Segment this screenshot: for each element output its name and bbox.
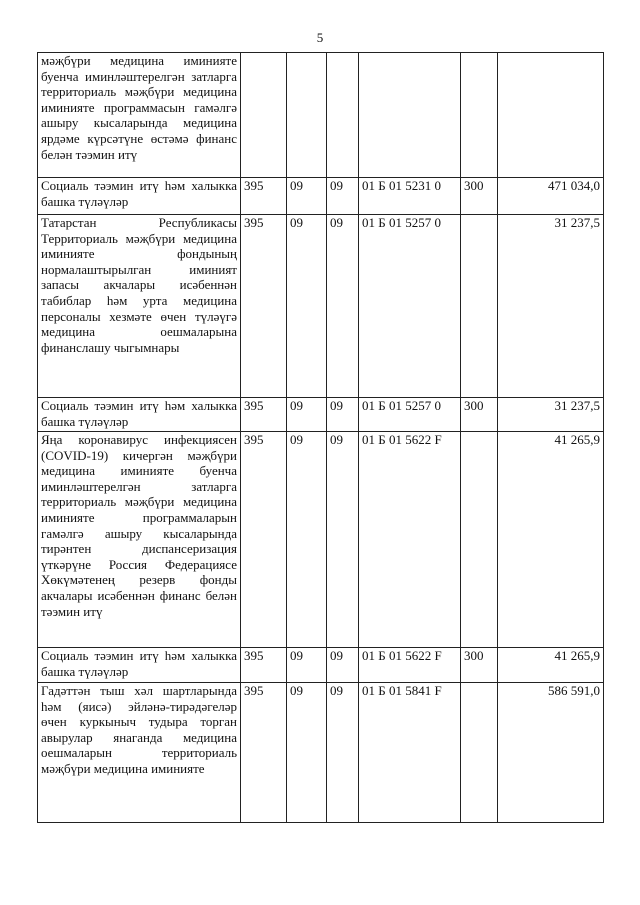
row-name: Социаль тәэмин итү һәм халыкка башка түләүләр [38,648,241,683]
row-gov-code: 395 [241,432,287,648]
table-row [38,53,604,178]
row-name: Яңа коронавирус инфекциясен (COVID-19) кичергән мәҗбүри медицина иминияте буенча иминләштерелгән затларга территориаль мәҗбүри медицина иминияте программаларын гамәлгә ашыру кысаларында тирәнтен диспансеризация үткәрүне Россия Федерациясе Хөкүмәтенең резерв фонды акчалары исәбеннән финанс белән тәэмин итү [38,432,241,648]
row-target-code: 01 Б 01 5257 0 [359,398,461,432]
row-expense-type: 300 [461,178,498,215]
row-expense-type [461,432,498,648]
row-gov-code [241,53,287,178]
row-name: мәҗбүри медицина иминияте буенча иминләштерелгән затларга территориаль мәҗбүри медицина иминияте программасын гамәлгә ашыру кысаларында медицина ярдәме күрсәтүне өстәмә финанс белән тәэмин итү [38,53,241,178]
row-target-code [359,53,461,178]
row-subsection-code [327,53,359,178]
table-row [38,398,604,432]
row-name: Гадәттән тыш хәл шартларында һәм (яисә) эйләнә-тирәдәгеләр өчен куркыныч тудыра торган авырулар янаганда медицина оешмаларын территориаль мәҗбүри медицина иминияте [38,683,241,823]
table-row [38,432,604,648]
row-name: Социаль тәэмин итү һәм халыкка башка түләүләр [38,178,241,215]
row-target-code: 01 Б 01 5622 F [359,432,461,648]
row-target-code: 01 Б 01 5622 F [359,648,461,683]
row-gov-code: 395 [241,215,287,398]
row-section-code: 09 [287,215,327,398]
row-section-code: 09 [287,683,327,823]
row-target-code: 01 Б 01 5231 0 [359,178,461,215]
row-amount: 31 237,5 [498,215,604,398]
page-number: 5 [316,30,324,45]
row-name: Социаль тәэмин итү һәм халыкка башка түләүләр [38,398,241,432]
row-amount: 31 237,5 [498,398,604,432]
row-subsection-code: 09 [327,178,359,215]
row-amount: 586 591,0 [498,683,604,823]
row-expense-type: 300 [461,648,498,683]
row-amount: 471 034,0 [498,178,604,215]
row-subsection-code: 09 [327,683,359,823]
row-subsection-code: 09 [327,648,359,683]
table-row [38,215,604,398]
row-section-code: 09 [287,432,327,648]
row-section-code: 09 [287,648,327,683]
row-amount: 41 265,9 [498,648,604,683]
table-row [38,683,604,823]
row-section-code [287,53,327,178]
row-gov-code: 395 [241,178,287,215]
row-expense-type [461,53,498,178]
row-expense-type [461,683,498,823]
table-row [38,648,604,683]
row-subsection-code: 09 [327,398,359,432]
row-gov-code: 395 [241,648,287,683]
row-subsection-code: 09 [327,432,359,648]
row-target-code: 01 Б 01 5841 F [359,683,461,823]
row-amount: 41 265,9 [498,432,604,648]
row-expense-type: 300 [461,398,498,432]
row-gov-code: 395 [241,398,287,432]
row-amount [498,53,604,178]
row-name: Татарстан Республикасы Территориаль мәҗбүри медицина иминияте фондының нормалаштырылган иминият запасы акчалары исәбеннән табиблар һәм урта медицина персоналы хезмәте өчен түләүгә медицина оешмаларына финанслашу чыгымнары [38,215,241,398]
row-gov-code: 395 [241,683,287,823]
row-section-code: 09 [287,398,327,432]
row-expense-type [461,215,498,398]
table-row [38,178,604,215]
row-section-code: 09 [287,178,327,215]
row-subsection-code: 09 [327,215,359,398]
row-target-code: 01 Б 01 5257 0 [359,215,461,398]
budget-table [37,52,604,823]
